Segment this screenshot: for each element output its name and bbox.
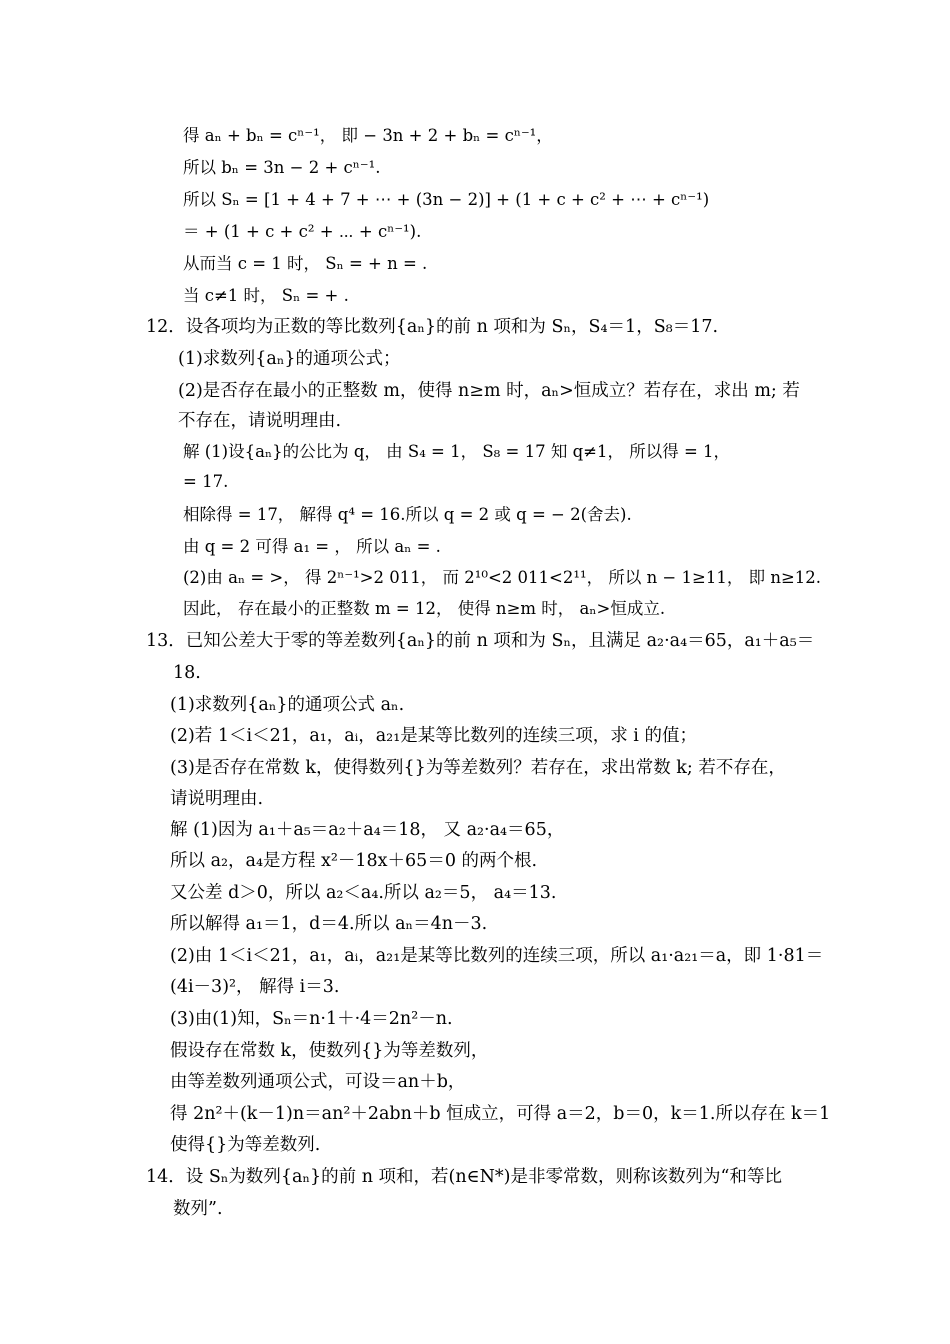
text-line: 所以解得 a₁＝1，d＝4.所以 aₙ＝4n－3. bbox=[170, 914, 488, 934]
text-line: (3)由(1)知，Sₙ＝n·1＋·4＝2n²－n. bbox=[170, 1009, 453, 1029]
text-line: 由 q = 2 可得 a₁ = ， 所以 aₙ = . bbox=[183, 537, 441, 556]
text-line: (1)求数列{aₙ}的通项公式 aₙ. bbox=[170, 695, 405, 715]
text-line: 请说明理由. bbox=[170, 789, 264, 809]
problem-14-title: 14．设 Sₙ为数列{aₙ}的前 n 项和，若(n∈N*)是非零常数，则称该数列为“和等比 bbox=[146, 1167, 782, 1187]
text-line: 不存在，请说明理由. bbox=[178, 411, 342, 431]
text-line: (2)是否存在最小的正整数 m，使得 n≥m 时，aₙ>恒成立？若存在，求出 m; 若 bbox=[178, 381, 800, 401]
text-line: 从而当 c = 1 时， Sₙ = + n = . bbox=[183, 254, 428, 273]
text-line: 相除得 = 17， 解得 q⁴ = 16.所以 q = 2 或 q = − 2(舍去). bbox=[183, 505, 632, 524]
problem-12-title: 12．设各项均为正数的等比数列{aₙ}的前 n 项和为 Sₙ，S₄＝1，S₈＝17. bbox=[146, 317, 719, 337]
text-line: 得 aₙ + bₙ = cⁿ⁻¹， 即 − 3n + 2 + bₙ = cⁿ⁻¹， bbox=[183, 126, 553, 145]
text-line: 数列”. bbox=[173, 1199, 223, 1219]
problem-13-title: 13．已知公差大于零的等差数列{aₙ}的前 n 项和为 Sₙ，且满足 a₂·a₄＝65，a₁＋a₅＝ bbox=[146, 631, 815, 651]
text-line: = 17. bbox=[183, 472, 229, 491]
text-line: ＝ + (1 + c + c² + ⋯ + cⁿ⁻¹). bbox=[183, 222, 422, 241]
text-line: 由等差数列通项公式，可设＝an＋b， bbox=[170, 1072, 466, 1092]
text-line: (2)由 aₙ = >， 得 2ⁿ⁻¹>2 011， 而 2¹⁰<2 011<2¹¹， 所以 n − 1≥11， 即 n≥12. bbox=[183, 568, 822, 587]
text-line: 解 (1)因为 a₁＋a₅＝a₂＋a₄＝18， 又 a₂·a₄＝65， bbox=[170, 820, 565, 840]
text-line: 得 2n²＋(k－1)n＝an²＋2abn＋b 恒成立，可得 a＝2，b＝0，k＝1.所以存在 k＝1 bbox=[170, 1104, 831, 1124]
text-line: 所以 Sₙ = [1 + 4 + 7 + ⋯ + (3n − 2)] + (1 + c + c² + ⋯ + cⁿ⁻¹) bbox=[183, 190, 710, 209]
text-line: (4i－3)²， 解得 i＝3. bbox=[170, 977, 340, 997]
text-line: (2)由 1＜i＜21，a₁，aᵢ，a₂₁是某等比数列的连续三项，所以 a₁·a₂₁＝a，即 1·81＝ bbox=[170, 946, 824, 966]
text-line: 所以 a₂，a₄是方程 x²－18x＋65＝0 的两个根. bbox=[170, 851, 538, 871]
text-line: (2)若 1＜i＜21，a₁，aᵢ，a₂₁是某等比数列的连续三项，求 i 的值； bbox=[170, 726, 697, 746]
text-line: 当 c≠1 时， Sₙ = + . bbox=[183, 286, 349, 305]
text-line: 18. bbox=[173, 663, 201, 683]
text-line: 所以 bₙ = 3n − 2 + cⁿ⁻¹. bbox=[183, 158, 381, 177]
text-line: (1)求数列{aₙ}的通项公式； bbox=[178, 349, 401, 369]
text-line: 假设存在常数 k，使数列{}为等差数列， bbox=[170, 1041, 489, 1061]
text-line: 因此， 存在最小的正整数 m = 12， 使得 n≥m 时， aₙ>恒成立. bbox=[183, 599, 666, 618]
text-line: 又公差 d＞0，所以 a₂＜a₄.所以 a₂＝5， a₄＝13. bbox=[170, 883, 557, 903]
text-line: 解 (1)设{aₙ}的公比为 q， 由 S₄ = 1， S₈ = 17 知 q≠1， 所以得 = 1， bbox=[183, 442, 731, 461]
text-line: 使得{}为等差数列. bbox=[170, 1135, 321, 1155]
text-line: (3)是否存在常数 k，使得数列{}为等差数列？若存在，求出常数 k; 若不存在， bbox=[170, 758, 786, 778]
